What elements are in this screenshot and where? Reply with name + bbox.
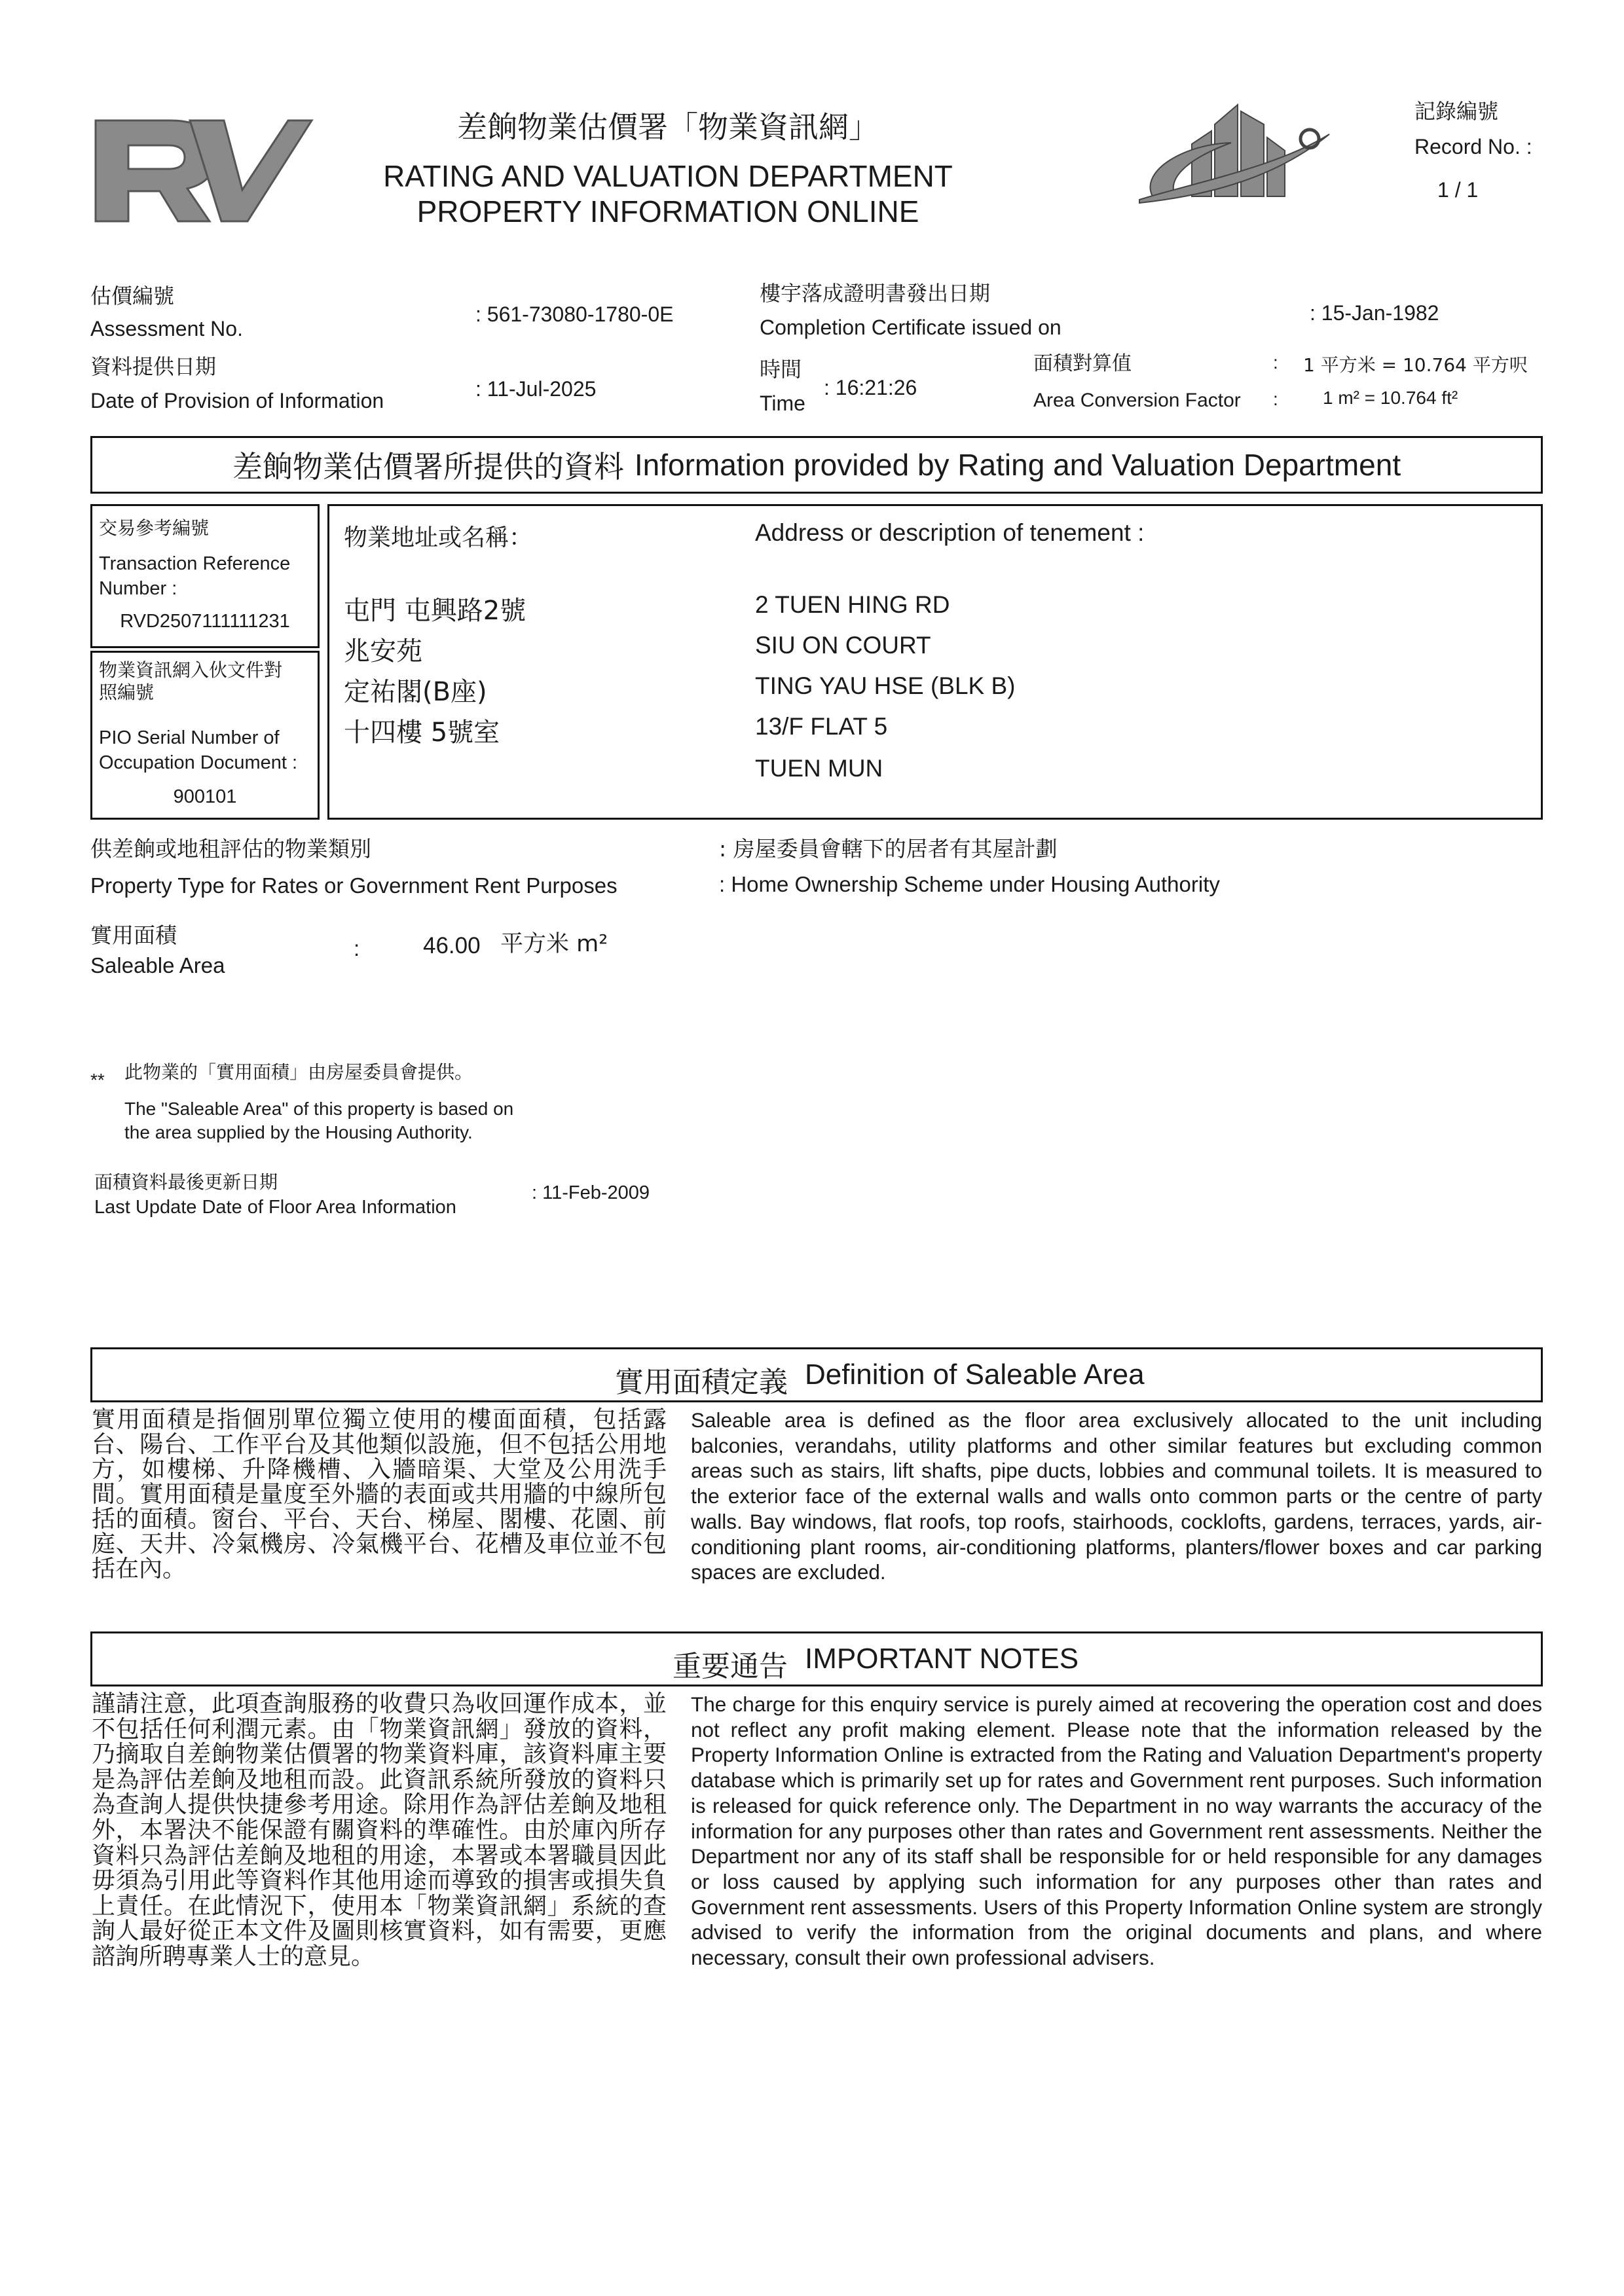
- pio-serial-value: 900101: [173, 786, 237, 807]
- conversion-label-zh: 面積對算值: [1033, 352, 1132, 375]
- assessment-no-label-zh: 估價編號: [90, 283, 175, 308]
- record-no-label-en: Record No. :: [1414, 135, 1532, 158]
- header-title-en-line2: PROPERTY INFORMATION ONLINE: [416, 194, 919, 228]
- property-type-value-en: : Home Ownership Scheme under Housing Authority: [719, 872, 1220, 896]
- transaction-ref-box: [90, 504, 320, 648]
- address-line-zh: 兆安苑: [344, 636, 422, 666]
- rvd-section-title-zh: 差餉物業估價署所提供的資料: [232, 449, 624, 484]
- time-label-zh: 時間: [760, 357, 802, 382]
- definition-title-en: Definition of Saleable Area: [805, 1358, 1145, 1391]
- important-notes-text-zh: 謹請注意，此項查詢服務的收費只為收回運作成本，並不包括任何利潤元素。由「物業資訊網」發放的資料，乃摘取自差餉物業估價署的物業資料庫，該資料庫主要是為評估差餉及地租而設。此資訊系統所發放的資料只為查詢人提供快捷參考用途。除用作為評估差餉及地租外，本署決不能保證有關資料的準確性。由於庫內所存資料只為評估差餉及地租的用途，本署或本署職員因此毋須為引用此等資料作其他用途而導致的損害或損失負上責任。在此情況下，使用本「物業資訊網」系統的查詢人最好從正本文件及圖則核實資料，如有需要，更應諮詢所聘專業人士的意見。: [92, 1690, 667, 1970]
- pio-serial-label-zh: 物業資訊網入伙文件對照編號: [99, 659, 283, 703]
- last-update-value: : 11-Feb-2009: [532, 1182, 650, 1203]
- address-line-en: SIU ON COURT: [755, 632, 931, 659]
- important-notes-title-zh: 重要通告: [673, 1650, 788, 1683]
- assessment-no-value: : 561-73080-1780-0E: [475, 302, 674, 326]
- address-line-zh: 屯門 屯興路2號: [344, 596, 526, 626]
- header-title-zh: 差餉物業估價署「物業資訊網」: [457, 109, 879, 145]
- important-notes-text-en: The charge for this enquiry service is purely aimed at recovering the operation cost and does not reflect any profit making element. Please note that the information released by the Property Information Online is extracted from the Rating and Valuation Department's property database which is primarily set up for rates and Government rent purposes. Such information is released for quick reference only. The Department in no way warrants the accuracy of the information for any purposes other than rates and Government rent assessments. Neither the Department nor any of its staff shall be responsible for or held responsible for any damages or loss caused by applying such information for any purposes other than rates and Government rent assessments. Users of this Property Information Online system are strongly advised to verify the information from the original documents and plans, and where necessary, consult their own professional advisers.: [691, 1692, 1542, 1970]
- record-no-label-zh: 記錄編號: [1414, 99, 1499, 124]
- note-en-line1: The "Saleable Area" of this property is based on: [124, 1099, 514, 1119]
- rvd-section-header: [90, 436, 1543, 494]
- provision-date-label-zh: 資料提供日期: [90, 354, 217, 379]
- transaction-ref-label-zh: 交易參考編號: [99, 517, 210, 539]
- pio-building-logo: [1113, 98, 1349, 210]
- assessment-no-label-en: Assessment No.: [90, 317, 243, 340]
- saleable-area-value: 46.00: [423, 933, 481, 958]
- last-update-label-zh: 面積資料最後更新日期: [94, 1171, 278, 1193]
- time-value: : 16:21:26: [824, 376, 917, 399]
- address-label-en: Address or description of tenement :: [755, 519, 1145, 546]
- header-title-en-line1: RATING AND VALUATION DEPARTMENT: [383, 159, 953, 193]
- note-zh: 此物業的「實用面積」由房屋委員會提供。: [124, 1061, 473, 1083]
- provision-date-value: : 11-Jul-2025: [475, 377, 597, 401]
- saleable-area-unit: 平方米 m²: [500, 931, 608, 957]
- address-line-en: TUEN MUN: [755, 755, 883, 782]
- address-line-zh: 定祐閣(B座): [344, 677, 487, 707]
- conversion-colon-2: :: [1273, 389, 1278, 409]
- saleable-area-label-en: Saleable Area: [90, 953, 225, 977]
- conversion-value-line1: 1 平方米 = 10.764 平方呎: [1303, 354, 1528, 376]
- completion-label-en: Completion Certificate issued on: [760, 316, 1061, 339]
- note-en-line2: the area supplied by the Housing Authority.: [124, 1122, 473, 1142]
- transaction-ref-label-en: Transaction Reference Number :: [99, 553, 291, 599]
- completion-value: : 15-Jan-1982: [1310, 301, 1439, 325]
- time-label-en: Time: [760, 392, 805, 415]
- pio-serial-box: [90, 651, 320, 820]
- property-type-label-zh: 供差餉或地租評估的物業類別: [90, 836, 371, 862]
- address-box: [327, 504, 1543, 820]
- conversion-colon-1: :: [1273, 352, 1278, 373]
- definition-header: [90, 1347, 1543, 1402]
- conversion-label-en: Area Conversion Factor: [1033, 390, 1241, 411]
- address-label-zh: 物業地址或名稱：: [344, 524, 533, 551]
- definition-text-zh: 實用面積是指個別單位獨立使用的樓面面積，包括露台、陽台、工作平台及其他類似設施，但不包括公用地方，如樓梯、升降機槽、入牆暗渠、大堂及公用洗手間。實用面積是量度至外牆的表面或共用牆的中線所包括的面積。窗台、平台、天台、梯屋、閣樓、花園、前庭、天井、冷氣機房、冷氣機平台、花槽及車位並不包括在內。: [92, 1406, 667, 1582]
- important-notes-header: [90, 1631, 1543, 1686]
- transaction-ref-value: RVD2507111111231: [120, 611, 290, 632]
- saleable-area-colon: :: [354, 936, 360, 960]
- definition-text-en: Saleable area is defined as the floor area exclusively allocated to the unit including balconies, verandahs, utility platforms and other similar features but excluding common areas such as stairs, lift shafts, pipe ducts, lobbies and communal toilets. It is measured to the exterior face of the external walls and walls onto common parts or the centre of party walls. Bay windows, flat roofs, top roofs, stairhoods, cocklofts, gardens, terraces, yards, air-conditioning plant rooms, air-conditioning platforms, planters/flower boxes and car parking spaces are excluded.: [691, 1408, 1542, 1584]
- address-line-en: TING YAU HSE (BLK B): [755, 672, 1016, 699]
- provision-date-label-en: Date of Provision of Information: [90, 389, 384, 412]
- completion-label-zh: 樓宇落成證明書發出日期: [760, 281, 991, 306]
- rvd-section-title-en: Information provided by Rating and Valuation Department: [634, 448, 1401, 482]
- address-line-en: 2 TUEN HING RD: [755, 591, 950, 618]
- address-line-zh: 十四樓 5號室: [344, 718, 500, 748]
- note-stars: **: [90, 1070, 105, 1090]
- conversion-value-line2: 1 m² = 10.764 ft²: [1323, 388, 1458, 408]
- property-type-value-zh: : 房屋委員會轄下的居者有其屋計劃: [719, 836, 1058, 862]
- last-update-label-en: Last Update Date of Floor Area Information: [94, 1197, 456, 1218]
- property-type-label-en: Property Type for Rates or Government Rent Purposes: [90, 873, 618, 898]
- rv-logo: [92, 111, 314, 229]
- address-line-en: 13/F FLAT 5: [755, 713, 888, 740]
- pio-serial-label-en: PIO Serial Number of Occupation Document :: [99, 727, 298, 773]
- saleable-area-label-zh: 實用面積: [90, 922, 177, 948]
- important-notes-title-en: IMPORTANT NOTES: [805, 1643, 1079, 1675]
- record-no-value: 1 / 1: [1437, 178, 1479, 202]
- definition-title-zh: 實用面積定義: [615, 1366, 788, 1399]
